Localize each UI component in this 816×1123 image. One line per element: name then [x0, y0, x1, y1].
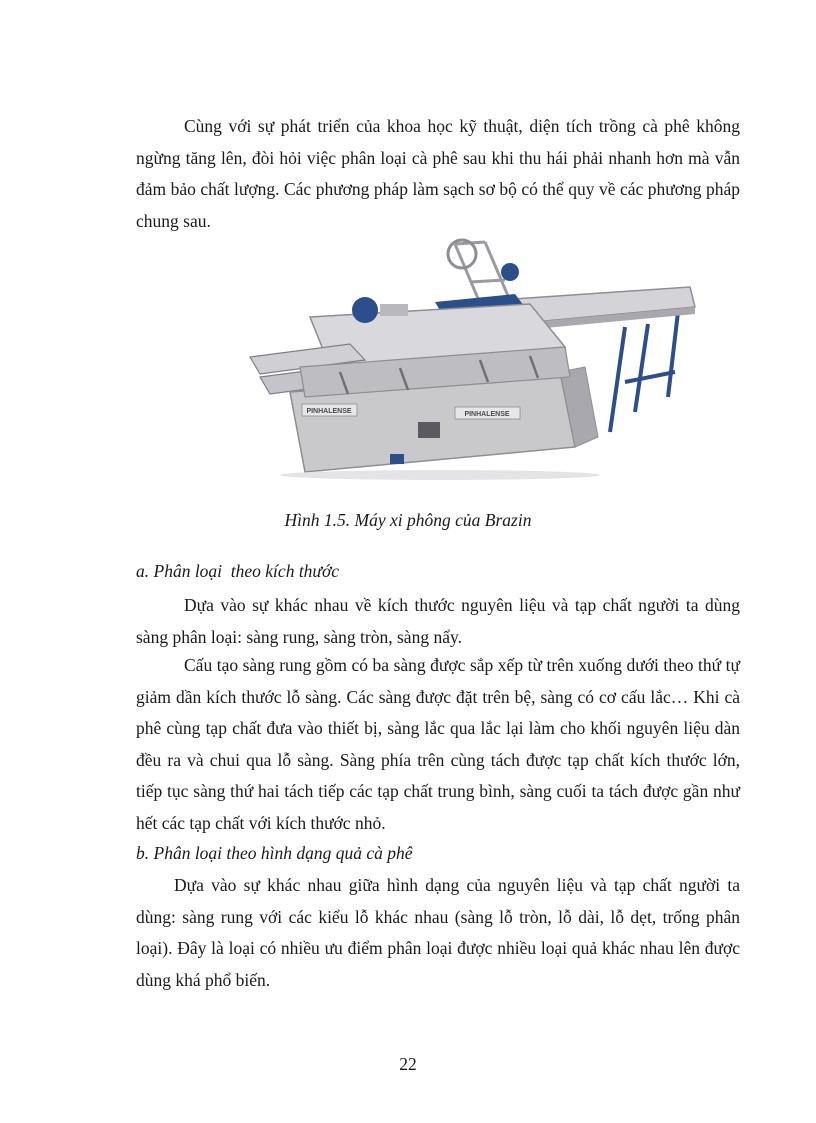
- main-motor: [352, 297, 378, 323]
- section-b-paragraph-1: Dựa vào sự khác nhau giữa hình dạng của nguyên liệu và tạp chất người ta dùng: sàng rung với các kiểu lỗ khác nhau (sàng lỗ tròn, lỗ dài, lỗ dẹt, trống phân loại). Đây là loại có nhiều ưu điểm phân loại được nhiều loại quả khác nhau lên được dùng khá phổ biến.: [136, 875, 740, 990]
- brand-label-left: PINHALENSE: [306, 408, 352, 415]
- intro-paragraph: Cùng với sự phát triển của khoa học kỹ thuật, diện tích trồng cà phê không ngừng tăng lên, đòi hỏi việc phân loại cà phê sau khi thu hái phải nhanh hơn mà vẫn đảm bảo chất lượng. Các phương pháp làm sạch sơ bộ có thể quy về các phương pháp chung sau.: [136, 116, 740, 231]
- outlet-chute: [418, 422, 440, 438]
- page-number: 22: [399, 1054, 417, 1074]
- conveyor-legs: [610, 312, 678, 432]
- machine-figure: [230, 232, 700, 482]
- section-b-heading: b. Phân loại theo hình dạng quả cà phê: [136, 843, 413, 863]
- base-foot: [390, 454, 404, 464]
- motor-housing: [380, 304, 408, 316]
- figure-caption: Hình 1.5. Máy xi phông của Brazin: [284, 510, 532, 530]
- section-a-paragraph-1: Dựa vào sự khác nhau về kích thước nguyên liệu và tạp chất người ta dùng sàng phân loại: sàng rung, sàng tròn, sàng nẩy.: [136, 595, 740, 647]
- elevator-motor: [501, 263, 519, 281]
- section-a-paragraph-2: Cấu tạo sàng rung gồm có ba sàng được sắp xếp từ trên xuống dưới theo thứ tự giảm dần kích thước lỗ sàng. Các sàng được đặt trên bệ, sàng có cơ cấu lắc… Khi cà phê cùng tạp chất đưa vào thiết bị, sàng lắc qua lắc lại làm cho khối nguyên liệu dàn đều ra và chui qua lỗ sàng. Sàng phía trên cùng tách được tạp chất kích thước lớn, tiếp tục sàng thứ hai tách tiếp các tạp chất trung bình, sàng cuối ta tách được gần như hết các tạp chất với kích thước nhỏ.: [136, 655, 740, 833]
- brand-label-right: PINHALENSE: [464, 411, 510, 418]
- section-a-heading: a. Phân loại theo kích thước: [136, 561, 340, 581]
- ground-shadow: [280, 470, 600, 480]
